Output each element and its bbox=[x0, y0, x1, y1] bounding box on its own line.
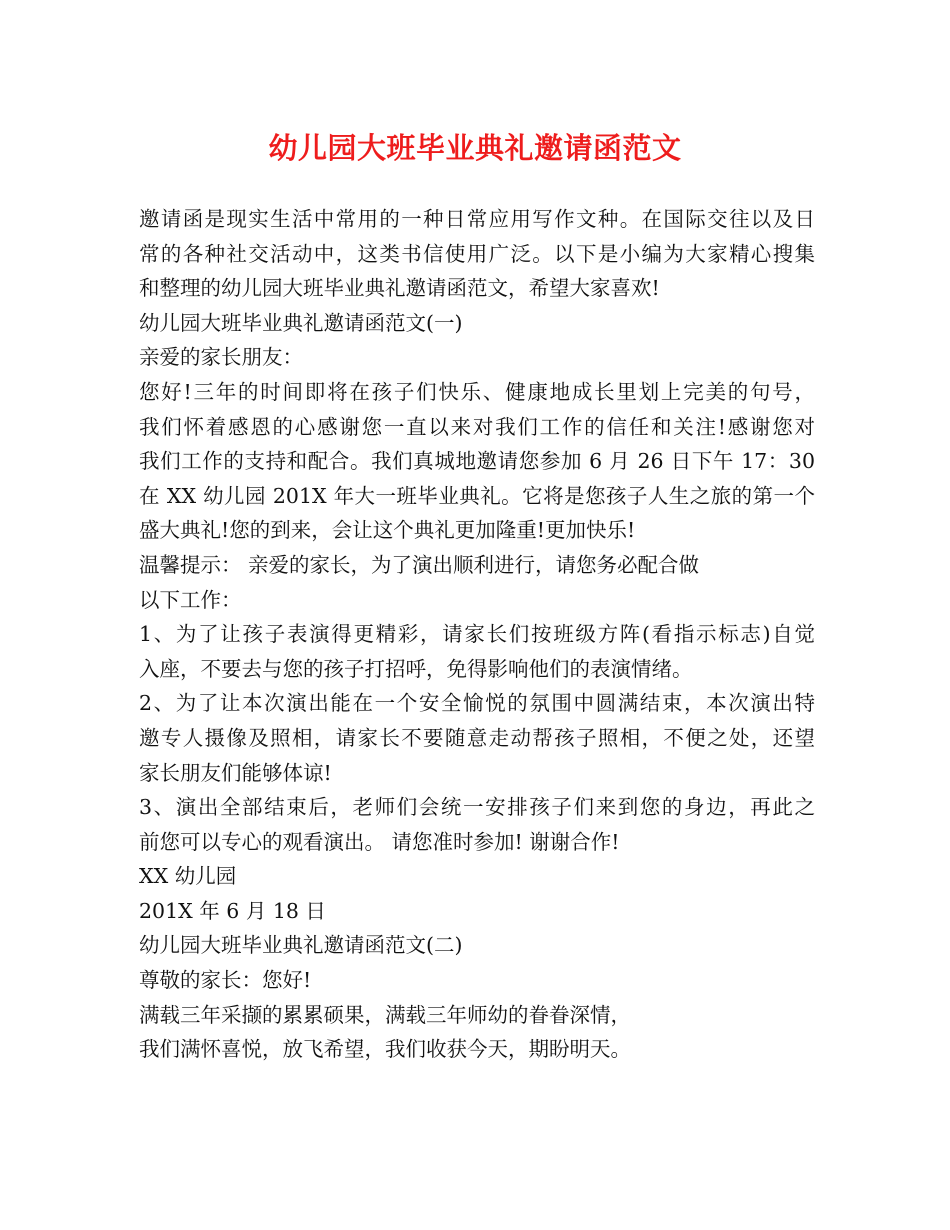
paragraph-line: 在 XX 幼儿园 201X 年大一班毕业典礼。它将是您孩子人生之旅的第一个 bbox=[139, 483, 815, 508]
paragraph-line: 我们工作的支持和配合。我们真城地邀请您参加 6 月 26 日下午 17：30 bbox=[139, 449, 815, 474]
paragraph-line: 盛大典礼!您的到来，会让这个典礼更加隆重!更加快乐! bbox=[139, 518, 636, 543]
paragraph-line: 常的各种社交活动中，这类书信使用广泛。以下是小编为大家精心搜集 bbox=[139, 241, 815, 266]
document-title: 幼儿园大班毕业典礼邀请函范文 bbox=[268, 131, 682, 165]
paragraph-line: 您好!三年的时间即将在孩子们快乐、健康地成长里划上完美的句号， bbox=[139, 379, 815, 404]
paragraph-line: 和整理的幼儿园大班毕业典礼邀请函范文，希望大家喜欢! bbox=[139, 276, 660, 301]
paragraph-line: 我们满怀喜悦，放飞希望，我们收获今天，期盼明天。 bbox=[139, 1037, 631, 1062]
tip-line: 温馨提示： 亲爱的家长，为了演出顺利进行，请您务必配合做 bbox=[139, 552, 700, 577]
list-item-line: 入座，不要去与您的孩子打招呼，免得影响他们的表演情绪。 bbox=[139, 656, 693, 681]
paragraph-line: 我们怀着感恩的心感谢您一直以来对我们工作的信任和关注!感谢您对 bbox=[139, 414, 815, 439]
section-heading-1: 幼儿园大班毕业典礼邀请函范文(一) bbox=[139, 310, 463, 335]
list-item-line: 前您可以专心的观看演出。 请您准时参加! 谢谢合作! bbox=[139, 829, 620, 854]
list-item-line: 1、为了让孩子表演得更精彩，请家长们按班级方阵(看指示标志)自觉 bbox=[139, 622, 815, 647]
salutation: 尊敬的家长：您好! bbox=[139, 968, 312, 993]
tip-line: 以下工作： bbox=[139, 587, 242, 612]
section-heading-2: 幼儿园大班毕业典礼邀请函范文(二) bbox=[139, 933, 463, 958]
signature-org: XX 幼儿园 bbox=[139, 864, 237, 889]
salutation: 亲爱的家长朋友： bbox=[139, 345, 303, 370]
list-item-line: 家长朋友们能够体谅! bbox=[139, 760, 332, 785]
paragraph-line: 邀请函是现实生活中常用的一种日常应用写作文种。在国际交往以及日 bbox=[139, 207, 815, 231]
list-item-line: 2、为了让本次演出能在一个安全愉悦的氛围中圆满结束，本次演出特 bbox=[139, 691, 815, 716]
list-item-line: 3、演出全部结束后，老师们会统一安排孩子们来到您的身边，再此之 bbox=[139, 795, 815, 820]
list-item-line: 邀专人摄像及照相，请家长不要随意走动帮孩子照相，不便之处，还望 bbox=[139, 725, 815, 750]
document-body bbox=[139, 202, 815, 1067]
paragraph-line: 满载三年采撷的累累硕果，满载三年师幼的眷眷深情， bbox=[139, 1002, 631, 1027]
signature-date: 201X 年 6 月 18 日 bbox=[139, 898, 326, 923]
